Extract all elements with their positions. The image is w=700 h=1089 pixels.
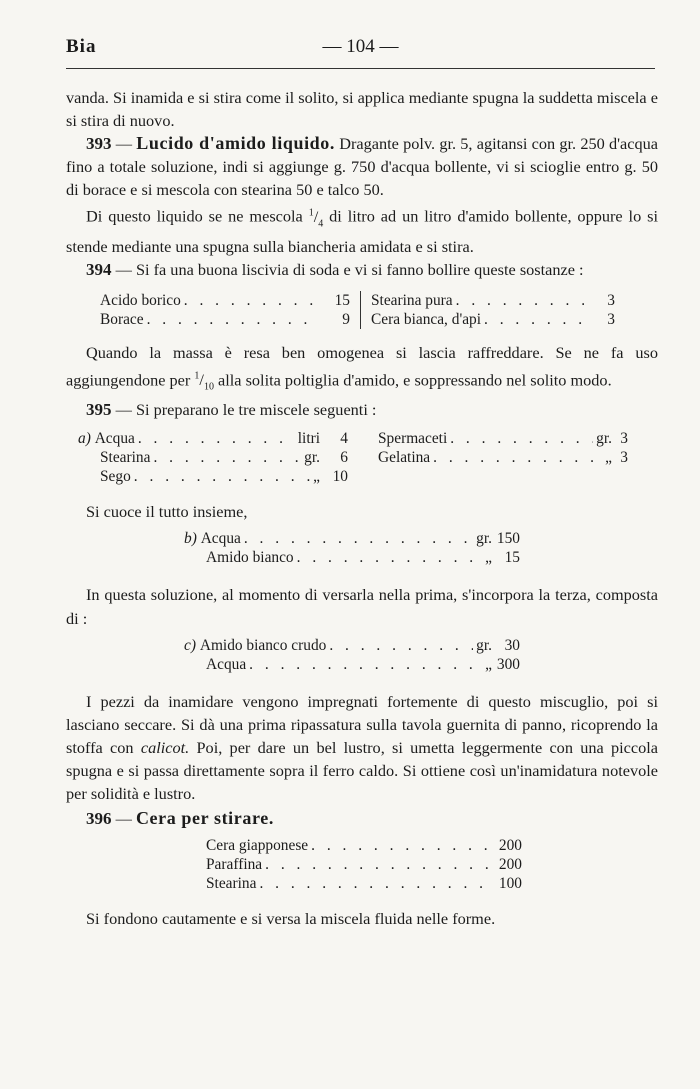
wax-ingredients-table: [206, 836, 522, 893]
fraction: $^1/_4$: [308, 206, 324, 230]
page-body: [66, 86, 658, 930]
table-row: Stearina . . . gr. 6: [78, 448, 348, 467]
table-column-left: [100, 291, 350, 329]
table-row: Amido bianco . . . „ 15: [184, 548, 520, 567]
table-column-right: [378, 429, 628, 486]
recipe-393: 393 — Lucido d'amido liquido. Dragante polv. gr. 5, agitansi con gr. 250 d'acqua fino a totale soluzione, indi si aggiunge g. 750 d'acqua bollente, vi si scioglie entro g. 50 di borace e si mescola con stearina 50 e talco 50.: [66, 133, 659, 200]
table-row: Gelatina . . . „ 3: [378, 448, 628, 467]
table-column-right: [371, 291, 615, 329]
ingredients-table-394: [100, 291, 658, 329]
recipe-number: 395: [86, 400, 112, 420]
italic-term: calicot.: [140, 737, 190, 757]
paragraph-final: Si fondono cautamente e si versa la miscela fluida nelle forme.: [86, 909, 496, 929]
paragraph-usage: Di questo liquido se ne mescola $^1/_4$ di litro ad un litro d'amido bollente, oppure lo si stende mediante una spugna sulla biancheria amidata e si stira.: [66, 206, 658, 257]
table-row: Acido borico . . . 15: [100, 291, 350, 310]
table-row: Stearina pura . . . 3: [371, 291, 615, 310]
mixture-label: c): [184, 636, 196, 654]
table-row: Stearina . . . 100: [206, 874, 522, 893]
paragraph-continuation: vanda. Si inamida e si stira come il solito, si applica mediante spugna la suddetta miscela e si stira di nuovo.: [66, 88, 658, 131]
mixture-label: a): [78, 430, 91, 448]
page-number: — 104 —: [322, 36, 399, 57]
header-rule: [66, 68, 655, 69]
table-row: Sego . . . „ 10: [78, 467, 348, 486]
recipe-395: 395 — Si preparano le tre miscele seguenti :: [86, 400, 377, 420]
recipe-394: 394 — Si fa una buona liscivia di soda e vi si fanno bollire queste sostanze :: [86, 260, 584, 280]
paragraph-instructions: I pezzi da inamidare vengono impregnati fortemente di questo miscuglio, poi si lasciano seccare. Si dà una prima ripassatura sulla tavola guernita di panno, ricoprendo la stoffa con calicot. Poi, per dare un bel lustro, si umetta leggermente con una piccola spugna e si passa direttamente sopra il ferro caldo. Si ottiene così un'inamidatura notevole per solidità e lustro.: [66, 691, 659, 804]
mixture-b-table: [184, 529, 520, 567]
paragraph-cook: Si cuoce il tutto insieme,: [86, 502, 248, 522]
recipe-396: 396 — Cera per stirare.: [86, 808, 274, 829]
table-row: b) Acqua . . . gr. 150: [184, 529, 520, 548]
table-row: Cera giapponese . . . 200: [206, 836, 522, 855]
mixture-c-table: [184, 636, 520, 674]
table-row: Cera bianca, d'api . . . 3: [371, 310, 615, 329]
recipe-number: 394: [86, 260, 112, 280]
paragraph-solution: In questa soluzione, al momento di versarla nella prima, s'incorpora la terza, composta di :: [66, 585, 658, 628]
fraction: $^1/_{10}$: [194, 369, 214, 393]
table-row: Acqua . . . „ 300: [184, 655, 520, 674]
recipe-number: 396: [86, 809, 112, 829]
recipe-title: Lucido d'amido liquido.: [136, 133, 335, 154]
table-row: Spermaceti . . . gr. 3: [378, 429, 628, 448]
column-divider: [360, 291, 361, 329]
mixture-label: b): [184, 530, 197, 548]
table-row: c) Amido bianco crudo . . . gr. 30: [184, 636, 520, 655]
recipe-title: Cera per stirare.: [135, 808, 274, 829]
running-head: Bia: [66, 36, 97, 57]
paragraph-homogeneous: Quando la massa è resa ben omogenea si lascia raffreddare. Se ne fa uso aggiungendone per $^1/_{10}$ alla solita poltiglia d'amido, e soppressando nel solito modo.: [66, 343, 658, 393]
table-row: a) Acqua . . . litri 4: [78, 429, 348, 448]
table-row: Paraffina . . . 200: [206, 855, 522, 874]
mixture-a-table: [78, 429, 658, 486]
page-header: [66, 36, 655, 66]
table-row: Borace . . . 9: [100, 310, 350, 329]
recipe-number: 393: [86, 134, 112, 154]
table-column-left: [78, 429, 348, 486]
